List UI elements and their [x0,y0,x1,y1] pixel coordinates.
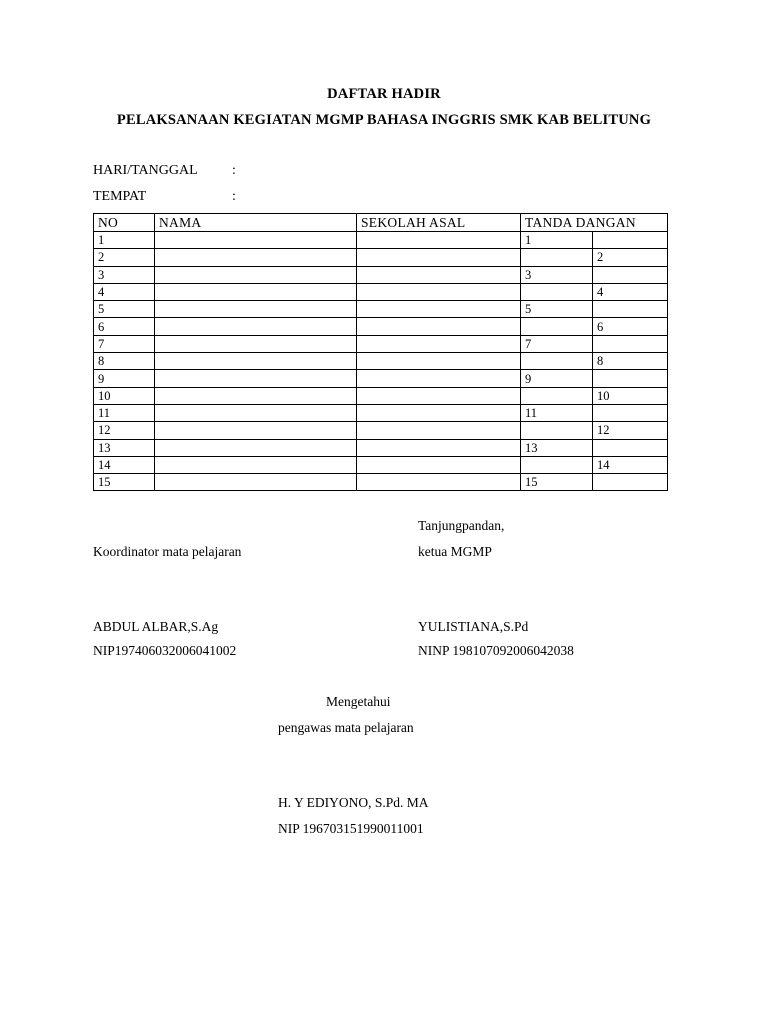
row-no: 9 [94,370,155,387]
table-row [94,456,668,473]
row-signature-left: 7 [521,335,593,352]
row-signature-left: 9 [521,370,593,387]
row-school [357,353,521,370]
row-signature-left [521,249,593,266]
row-signature-left [521,387,593,404]
header-name: NAMA [155,214,357,232]
row-no: 6 [94,318,155,335]
row-signature-right [593,232,668,249]
row-name [155,387,357,404]
row-school [357,318,521,335]
row-no: 3 [94,266,155,283]
row-school [357,370,521,387]
table-row [94,370,668,387]
table-body [94,232,668,491]
row-no: 7 [94,335,155,352]
right-signer-name: YULISTIANA,S.Pd [418,619,529,634]
attendance-table [93,213,668,491]
row-no: 14 [94,456,155,473]
row-name [155,353,357,370]
row-name [155,474,357,491]
row-signature-right: 12 [593,422,668,439]
row-name [155,249,357,266]
row-no: 10 [94,387,155,404]
row-name [155,404,357,421]
right-signer-id: NINP 198107092006042038 [418,643,574,658]
row-name [155,266,357,283]
row-school [357,249,521,266]
table-row [94,353,668,370]
row-signature-left [521,422,593,439]
row-no: 13 [94,439,155,456]
table-row [94,301,668,318]
table-row [94,422,668,439]
row-school [357,474,521,491]
row-signature-left: 11 [521,404,593,421]
row-signature-right [593,266,668,283]
table-row [94,474,668,491]
table-row [94,335,668,352]
row-school [357,387,521,404]
document-subtitle: PELAKSANAAN KEGIATAN MGMP BAHASA INGGRIS SMK KAB BELITUNG [116,112,652,128]
row-no: 8 [94,353,155,370]
row-signature-left [521,456,593,473]
table-row [94,404,668,421]
row-signature-left: 13 [521,439,593,456]
row-school [357,232,521,249]
row-no: 5 [94,301,155,318]
row-signature-left [521,283,593,300]
day-date-label: HARI/TANGGAL [93,163,198,178]
row-signature-right [593,404,668,421]
table-row [94,249,668,266]
row-signature-right: 2 [593,249,668,266]
row-no: 11 [94,404,155,421]
row-signature-right: 8 [593,353,668,370]
day-date-colon: : [232,163,236,178]
row-no: 12 [94,422,155,439]
center-signer-name: H. Y EDIYONO, S.Pd. MA [278,795,429,810]
row-signature-left [521,353,593,370]
row-signature-left: 5 [521,301,593,318]
acknowledge-label: Mengetahui [326,694,391,709]
row-name [155,232,357,249]
row-no: 4 [94,283,155,300]
document-title: DAFTAR HADIR [327,86,441,102]
row-signature-left: 15 [521,474,593,491]
row-school [357,422,521,439]
place-colon: : [232,189,236,204]
table-row [94,439,668,456]
row-name [155,318,357,335]
row-school [357,404,521,421]
row-school [357,335,521,352]
table-row [94,283,668,300]
row-name [155,301,357,318]
place-label: TEMPAT [93,189,147,204]
row-school [357,283,521,300]
row-no: 1 [94,232,155,249]
center-signer-role: pengawas mata pelajaran [278,720,414,735]
row-no: 15 [94,474,155,491]
row-signature-right [593,439,668,456]
center-signer-id: NIP 196703151990011001 [278,821,424,836]
left-signer-role: Koordinator mata pelajaran [93,544,242,559]
row-name [155,456,357,473]
table-row [94,387,668,404]
table-header-row [94,214,668,232]
row-signature-right: 6 [593,318,668,335]
row-signature-right: 4 [593,283,668,300]
row-school [357,266,521,283]
row-name [155,335,357,352]
row-signature-left: 1 [521,232,593,249]
header-no: NO [94,214,155,232]
row-name [155,439,357,456]
row-signature-right: 14 [593,456,668,473]
header-signature: TANDA DANGAN [521,214,668,232]
row-name [155,422,357,439]
table-row [94,318,668,335]
row-signature-left: 3 [521,266,593,283]
left-signer-id: NIP197406032006041002 [93,643,237,658]
row-signature-right [593,474,668,491]
row-signature-right: 10 [593,387,668,404]
row-name [155,370,357,387]
row-no: 2 [94,249,155,266]
row-signature-right [593,370,668,387]
table-row [94,232,668,249]
row-name [155,283,357,300]
right-signer-role: ketua MGMP [418,544,492,559]
row-school [357,439,521,456]
left-signer-name: ABDUL ALBAR,S.Ag [93,619,219,634]
signature-place: Tanjungpandan, [418,518,505,533]
row-signature-right [593,301,668,318]
table-row [94,266,668,283]
row-school [357,301,521,318]
row-signature-left [521,318,593,335]
header-school: SEKOLAH ASAL [357,214,521,232]
row-school [357,456,521,473]
row-signature-right [593,335,668,352]
